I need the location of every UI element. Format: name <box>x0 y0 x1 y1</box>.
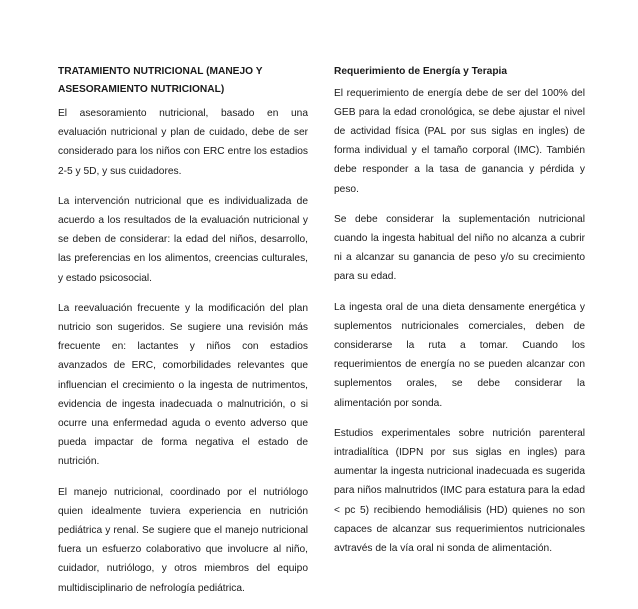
paragraph: La reevaluación frecuente y la modificación del plan nutricio son sugeridos. Se sugiere una revisión más frecuente en: lactantes y niños con estadios avanzados de ERC, comorbilidades relevantes que influencian el crecimiento o la ingesta de nutrimentos, evidencia de ingesta inadecuada o malnutrición, o si ocurre una enfermedad aguda o evento adverso que pueda impactar de forma negativa el estado de nutrición. <box>58 302 308 468</box>
paragraph: El manejo nutricional, coordinado por el nutriólogo quien idealmente tuviera experiencia en nutrición pediátrica y renal. Se sugiere que el manejo nutricional fuera un esfuerzo colaborativo que involucre al niño, cuidador, nutriólogo, y otros miembros del equipo multidisciplinario de nefrología pediátrica. <box>58 486 308 594</box>
paragraph: El requerimiento de energía debe de ser del 100% del GEB para la edad cronológica, se debe ajustar el nivel de actividad física (PAL por sus siglas en ingles) de forma individual y el tamaño corporal (IMC). También debe responder a la tasa de ganancia y pérdida y peso. <box>334 87 585 195</box>
section-heading-tratamiento: TRATAMIENTO NUTRICIONAL (MANEJO Y ASESORAMIENTO NUTRICIONAL) <box>58 66 263 95</box>
paragraph: La ingesta oral de una dieta densamente energética y suplementos nutricionales comerciales, deben de considerarse la ruta a tomar. Cuando los requerimientos de energía no se pueden alcanzar con suplementos orales, se debe considerar la alimentación por sonda. <box>334 301 585 409</box>
paragraph: Estudios experimentales sobre nutrición parenteral intradialítica (IDPN por sus siglas en ingles) para aumentar la ingesta nutricional inadecuada es sugerida para niños malnutridos (IMC para estatura para la edad < pc 5) recibiendo hemodiálisis (HD) quienes no son capaces de alcanzar sus requerimientos nutricionales avtravés de la vía oral ni sonda de alimentación. <box>334 427 585 554</box>
paragraph: La intervención nutricional que es individualizada de acuerdo a los resultados de la evaluación nutricional y se deben de considerar: la edad del niños, desarrollo, las preferencias en los alimentos, creencias culturales, y estado psicosocial. <box>58 195 308 284</box>
section-heading-requerimiento: Requerimiento de Energía y Terapia <box>334 66 508 77</box>
paragraph: El asesoramiento nutricional, basado en una evaluación nutricional y plan de cuidado, debe de ser considerado para los niños con ERC entre los estadios 2-5 y 5D, y sus cuidadores. <box>58 108 308 177</box>
paragraph: Se debe considerar la suplementación nutricional cuando la ingesta habitual del niño no alcanza a cubrir ni a alcanzar su ganancia de peso y/o su crecimiento para su edad. <box>334 213 585 283</box>
right-column <box>334 63 585 569</box>
left-column <box>58 63 308 609</box>
